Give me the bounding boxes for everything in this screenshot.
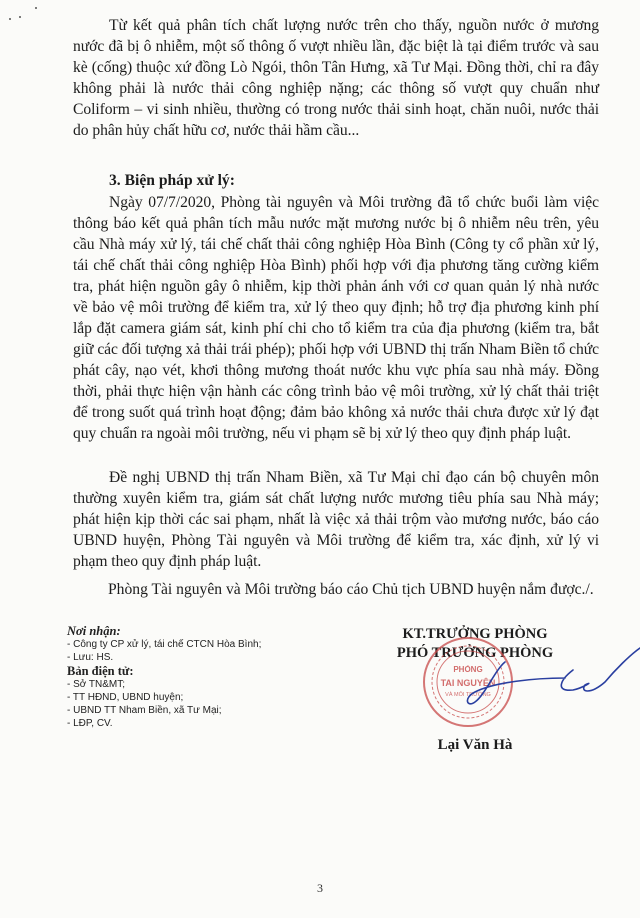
closing-statement: Phòng Tài nguyên và Môi trường báo cáo Chủ tịch UBND huyện nắm được./. xyxy=(108,581,594,598)
page-number: 3 xyxy=(317,881,323,895)
recipients-label: Nơi nhận: xyxy=(67,624,121,638)
recipient-item: - Sở TN&MT; xyxy=(67,679,126,690)
signer-title-line-1: KT.TRƯỞNG PHÒNG xyxy=(402,626,548,642)
recipient-item: - Công ty CP xử lý, tái chế CTCN Hòa Bình; xyxy=(67,639,262,650)
paragraph-text: Ngày 07/7/2020, Phòng tài nguyên và Môi trường đã tổ chức buổi làm việc thông báo kết quả phân tích mẫu nước mặt mương nước bị ô nhiễm nêu trên, yêu cầu Nhà máy xử lý, tái chế chất thải công nghiệp Hòa Bình (Công ty cổ phần xử lý, tái chế chất thải công nghiệp Hòa Bình) phối hợp với địa phương tăng cường kiểm tra, phát hiện nguồn gây ô nhiễm, kịp thời phản ánh với cơ quan quản lý nhà nước về bảo vệ môi trường để kiểm tra, xử lý theo quy định; hỗ trợ địa phương kinh phí lắp đặt camera giám sát, kinh phí chi cho tổ kiểm tra của địa phương (kiểm tra, bắt giữ các đối tượng xả thải trái phép); phối hợp với UBND thị trấn Nham Biền tổ chức phát cây, nạo vét, khơi thông mương thoát nước khu vực phía sau nhà máy. Đồng thời, phải thực hiện vận hành các công trình bảo vệ môi trường, xử lý chất thải triệt để trong suốt quá trình hoạt động; đảm bảo không xả nước thải chưa được xử lý đạt quy chuẩn ra ngoài môi trường, nếu vi phạm sẽ bị xử lý theo quy định pháp luật. xyxy=(73,194,599,442)
paragraph-analysis-results xyxy=(73,15,599,141)
stamp-text-line-3: VÀ MÔI TRƯỜNG xyxy=(445,692,491,698)
scan-speck xyxy=(35,7,37,9)
recipient-item: - LĐP, CV. xyxy=(67,718,113,729)
paragraph-proposal xyxy=(73,467,599,572)
scan-speck xyxy=(9,18,11,20)
electronic-recipients-label: Bản điện tử: xyxy=(67,664,134,678)
paragraph-measures xyxy=(73,192,599,444)
section-heading: 3. Biện pháp xử lý: xyxy=(109,172,235,189)
recipient-item: - UBND TT Nham Biền, xã Tư Mại; xyxy=(67,705,222,716)
signer-title-line-2: PHÓ TRƯỞNG PHÒNG xyxy=(396,645,554,661)
scan-speck xyxy=(19,16,21,18)
stamp-text-line-1: PHÒNG xyxy=(453,665,483,674)
paragraph-text: Từ kết quả phân tích chất lượng nước trên cho thấy, nguồn nước ở mương nước đã bị ô nhiễm, một số thông ố vượt nhiều lần, đặc biệt là tại điểm trước và sau kè (cống) thuộc xứ đồng Lò Ngói, thôn Tân Hưng, xã Tư Mại. Đồng thời, chỉ ra đây không phải là nước thải công nghiệp nặng; các thông số vượt quy chuẩn như Coliform – vi sinh nhiều, thường có trong nước thải sinh hoạt, chăn nuôi, nước thải do phân hủy chất hữu cơ, nước thải hầm cầu... xyxy=(73,17,599,139)
paragraph-text: Đề nghị UBND thị trấn Nham Biền, xã Tư Mại chỉ đạo cán bộ chuyên môn thường xuyên kiểm tra, giám sát chất lượng nước mương tiêu phía sau Nhà máy; phát hiện kịp thời các sai phạm, nhất là việc xả thải trộm vào mương nước, báo cáo UBND huyện, Phòng Tài nguyên và Môi trường để kiểm tra, xác định, xử lý vi phạm theo quy định pháp luật. xyxy=(73,469,599,570)
recipient-item: - TT HĐND, UBND huyện; xyxy=(67,692,184,703)
stamp-text-line-2: TAI NGUYÊN xyxy=(440,678,496,688)
handwritten-signature-icon xyxy=(455,640,640,720)
recipient-item: - Lưu: HS. xyxy=(67,652,114,663)
recipients-block xyxy=(67,624,261,730)
signer-name: Lại Văn Hà xyxy=(437,737,513,753)
